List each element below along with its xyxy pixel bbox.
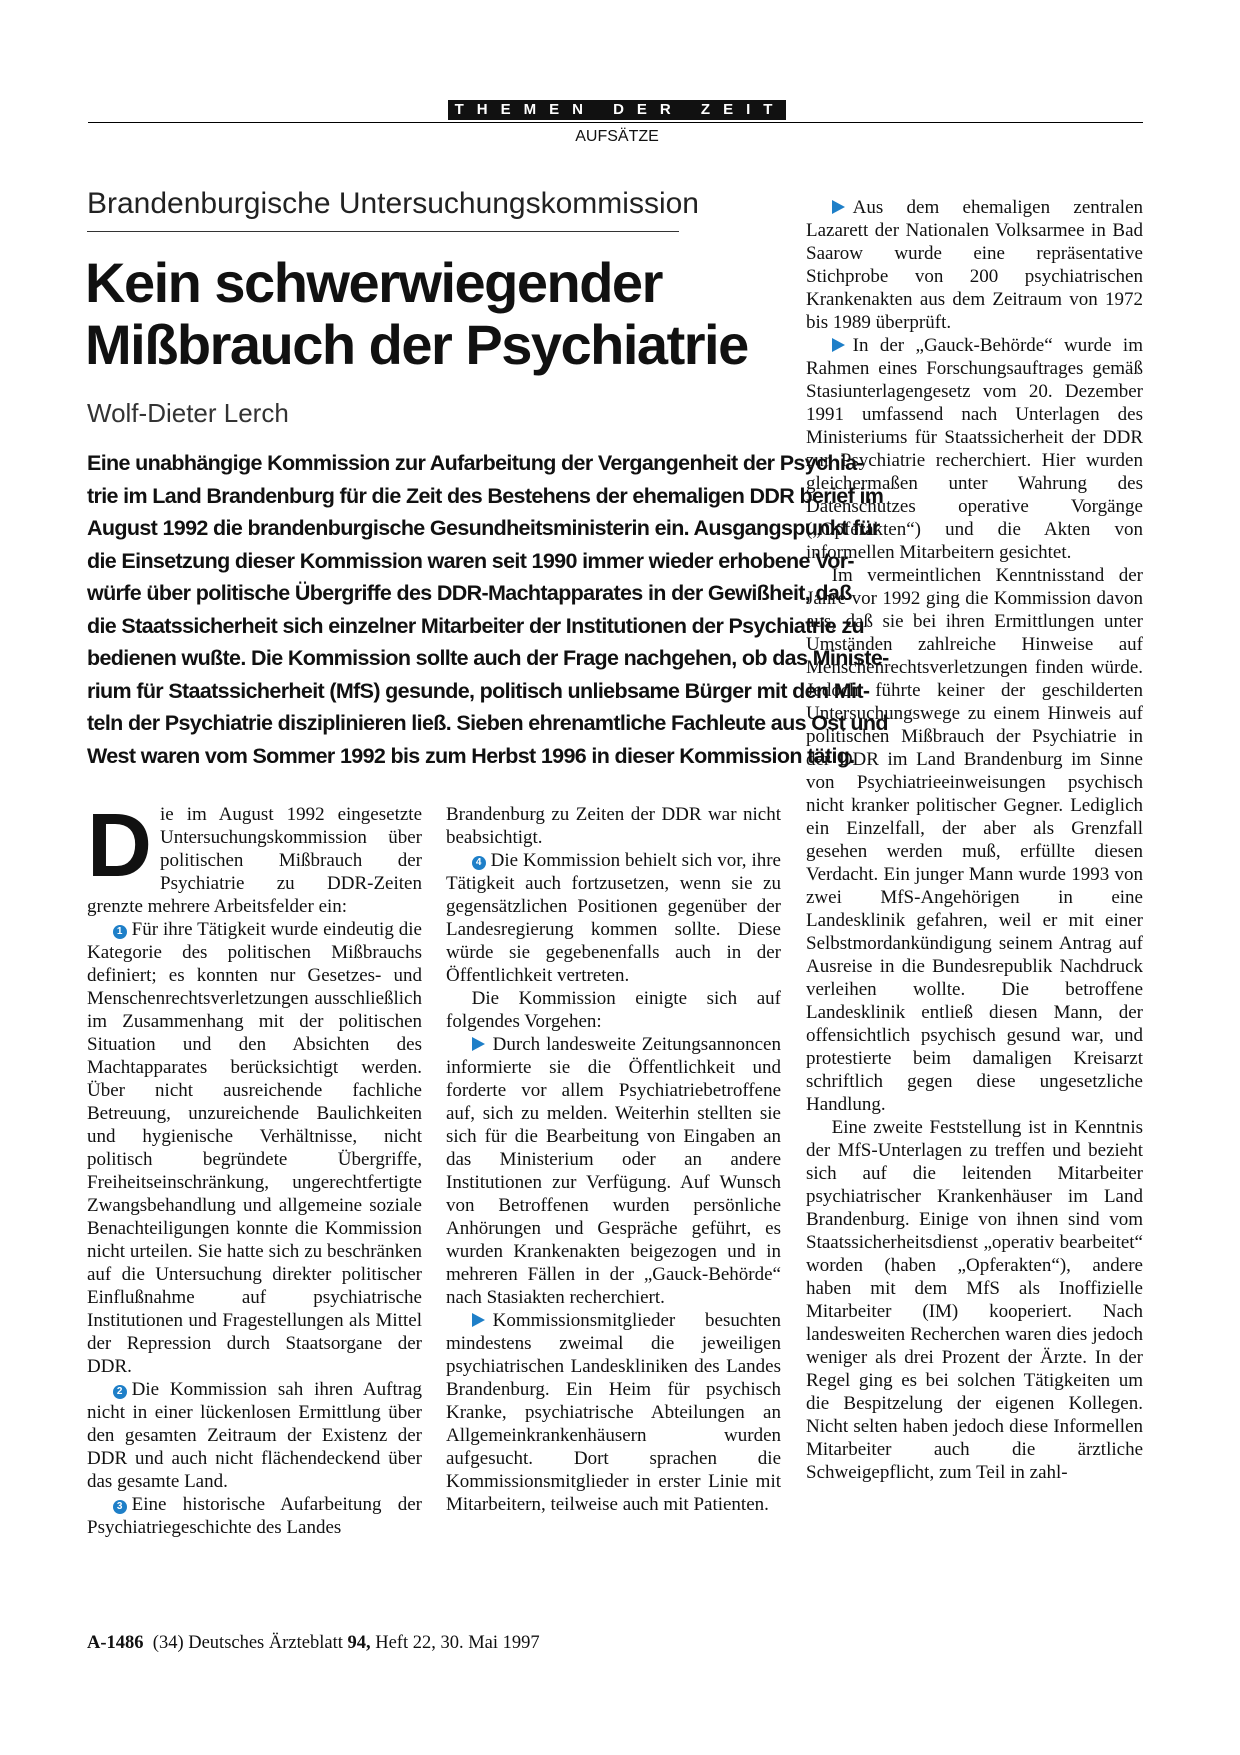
paragraph	[87, 918, 422, 1378]
paragraph: Brandenburg zu Zeiten der DDR war nicht beabsichtigt.	[446, 804, 781, 848]
lead-line: Eine unabhängige Kommission zur Aufarbeitung der Vergangenheit der Psychia-	[87, 451, 863, 475]
paragraph	[806, 334, 1143, 564]
paragraph-text: Die Kommission sah ihren Auftrag nicht in einer lückenlosen Ermittlung über den gesamten Zeitraum der Existenz der DDR und auch nicht flächendeckend über das gesamte Land.	[87, 1379, 422, 1492]
paragraph-text: Für ihre Tätigkeit wurde eindeutig die Kategorie des politischen Mißbrauchs definiert; es konnten nur Gesetzes- und Menschenrechtsverletzungen ausschließlich im Zusammenhang mit der politischen Situation und den Absichten des Machtapparates berücksichtigt werden. Über nicht ausreichende fachliche Betreuung, unzureichende Baulichkeiten und hygienische Verhältnisse, nicht politisch begründete Übergriffe, Freiheitseinschränkung, ungerechtfertigte Zwangsbehandlung und allgemeine soziale Benachteiligungen konnte die Kommission nicht urteilen. Sie hatte sich zu beschränken auf die Untersuchung direkter politischer Einflußnahme auf psychiatrische Institutionen und Fragestellungen als Mittel der Repression durch Staatsorgane der DDR.	[87, 919, 422, 1377]
lead-line: würfe über politische Übergriffe des DDR-Machtapparates in der Gewißheit, daß	[87, 581, 852, 605]
triangle-bullet-icon	[472, 1313, 485, 1327]
lead-line: rium für Staatssicherheit (MfS) gesunde, politisch unliebsame Bürger mit den Mit-	[87, 678, 870, 703]
number-2-icon: 2	[113, 1385, 127, 1399]
paragraph	[446, 1309, 781, 1516]
paragraph: Im vermeintlichen Kenntnisstand der Jahre vor 1992 ging die Kommission davon aus, daß sie bei ihren Ermittlungen unter Umständen zahlreiche Hinweise auf Menschenrechtsverletzungen finden würde. Jedoch führte keiner der geschilderten Untersuchungswege zu einem Hinweis auf politischen Mißbrauch der Psychiatrie in der DDR im Land Brandenburg im Sinne von Psychiatrieeinweisungen psychisch nicht kranker politischer Gegner. Lediglich ein Einzelfall, der aber als Grenzfall gesehen werden muß, erfüllte diesen Verdacht. Ein junger Mann wurde 1993 von zwei MfS-Angehörigen in eine Landesklinik gefahren, weil er mit einer Selbstmordankündigung seinem Antrag auf Ausreise in die Bundesrepublik Nachdruck verleihen wollte. Die betroffene Landesklinik entließ diesen Mann, der offensichtlich psychisch gesund war, und protestierte beim damaligen Kreisarzt schriftlich gegen diese ungesetzliche Handlung.	[806, 565, 1143, 1115]
paragraph-text: ie im August 1992 eingesetzte Untersuchungskommission über politischen Mißbrauch der Psychiatrie zu DDR-Zeiten grenzte mehrere Arbeitsfelder ein:	[87, 804, 422, 917]
lead-line: die Einsetzung dieser Kommission waren seit 1990 immer wieder erhobene Vor-	[87, 548, 854, 573]
paragraph: Die Kommission einigte sich auf folgendes Vorgehen:	[446, 988, 781, 1032]
paragraph-text: Aus dem ehemaligen zentralen Lazarett der Nationalen Volksarmee in Bad Saarow wurde eine repräsentative Stichprobe von 200 psychiatrischen Krankenakten aus dem Zeitraum von 1972 bis 1989 überprüft.	[806, 197, 1143, 333]
paragraph-text: Die Kommission behielt sich vor, ihre Tätigkeit auch fortzusetzen, wenn sie zu gegensätzlichen Positionen gegenüber der Landesregierung kommen sollte. Diese würde sie gegebenenfalls auch in der Öffentlichkeit vertreten.	[446, 850, 781, 986]
triangle-bullet-icon	[472, 1037, 485, 1051]
paragraph	[87, 1493, 422, 1539]
paragraph: Eine zweite Feststellung ist in Kenntnis der MfS-Unterlagen zu treffen und bezieht sich auf die leitenden Mitarbeiter psychiatrischer Krankenhäuser im Land Brandenburg. Einige von ihnen sind vom Staatssicherheitsdienst „operativ bearbeitet“ worden (haben „Opferakten“), andere haben mit dem MfS als Inoffizielle Mitarbeiter (IM) kooperiert. Nach landesweiten Recherchen waren dies jedoch weniger als drei Prozent der Ärzte. In der Regel ging es bei solchen Tätigkeiten um die Bespitzelung der eigenen Kollegen. Nicht selten haben jedoch diese Informellen Mitarbeiter auch die ärztliche Schweigepflicht, zum Teil in zahl-	[806, 1117, 1143, 1483]
paragraph-text: Durch landesweite Zeitungsannoncen informierte sie die Öffentlichkeit und forderte vor allem Psychiatriebetroffene auf, sich zu melden. Weiterhin stellten sie sich für die Bearbeitung von Eingaben an das Ministerium oder an andere Institutionen zur Verfügung. Auf Wunsch von Betroffenen wurden persönliche Anhörungen und Gespräche geführt, es wurden Krankenakten beigezogen und in mehreren Fällen in der „Gauck-Behörde“ nach Stasiakten recherchiert.	[446, 1034, 781, 1308]
lead-line: West waren vom Sommer 1992 bis zum Herbst 1996 in dieser Kommission tätig.	[87, 743, 855, 768]
number-3-icon: 3	[113, 1500, 127, 1514]
number-4-icon: 4	[472, 856, 486, 870]
lead-line: bedienen wußte. Die Kommission sollte auch der Frage nachgehen, ob das Ministe-	[87, 646, 889, 670]
subsection-label: AUFSÄTZE	[575, 128, 659, 145]
lead-line: die Staatssicherheit sich einzelner Mitarbeiter der Institutionen der Psychiatrie zu	[87, 613, 864, 638]
issue-info: Heft 22, 30. Mai 1997	[375, 1633, 540, 1653]
lead-paragraph	[87, 447, 889, 772]
drop-cap: D	[87, 796, 152, 896]
kicker-rule	[87, 231, 679, 232]
triangle-bullet-icon	[832, 200, 845, 214]
author: Wolf-Dieter Lerch	[87, 398, 289, 428]
triangle-bullet-icon	[832, 338, 845, 352]
lead-line: August 1992 die brandenburgische Gesundheitsministerin ein. Ausgangspunkt für	[87, 516, 880, 540]
body-column-2	[446, 803, 781, 1516]
paragraph-text: Kommissionsmitglieder besuchten mindestens zweimal die jeweiligen psychiatrischen Landeskliniken des Landes Brandenburg. Ein Heim für psychisch Kranke, psychiatrische Abteilungen an Allgemeinkrankenhäusern wurden aufgesucht. Dort sprachen die Kommissionsmitglieder in erster Linie mit Mitarbeitern, teilweise auch mit Patienten.	[446, 1310, 781, 1515]
body-column-3	[806, 196, 1143, 1484]
lead-line: trie im Land Brandenburg für die Zeit des Bestehens der ehemaligen DDR berief im	[87, 483, 884, 508]
kicker: Brandenburgische Untersuchungskommission	[87, 187, 699, 220]
lead-line: teln der Psychiatrie disziplinieren ließ. Sieben ehrenamtliche Fachleute aus Ost und	[87, 711, 888, 735]
number-1-icon: 1	[113, 925, 127, 939]
header-rule	[88, 122, 1143, 123]
headline	[85, 252, 785, 376]
paragraph	[806, 196, 1143, 334]
paragraph	[87, 796, 422, 918]
journal-name: (34) Deutsches Ärzteblatt	[152, 1633, 343, 1653]
headline-line: Mißbrauch der Psychiatrie	[85, 313, 748, 376]
page-footer	[87, 1633, 540, 1654]
body-column-1	[87, 796, 422, 1539]
volume-number: 94,	[347, 1633, 371, 1653]
page-number: A-1486	[87, 1633, 144, 1653]
headline-line: Kein schwerwiegender	[85, 251, 662, 314]
section-label: THEMEN DER ZEIT	[448, 100, 786, 120]
paragraph-text: Eine historische Aufarbeitung der Psychiatriegeschichte des Landes	[87, 1494, 422, 1538]
paragraph	[446, 849, 781, 987]
paragraph	[87, 1378, 422, 1493]
paragraph	[446, 1033, 781, 1309]
paragraph-text: In der „Gauck-Behörde“ wurde im Rahmen eines Forschungsauftrages gemäß Stasiunterlagengesetz vom 20. Dezember 1991 umfassend nach Unterlagen des Ministeriums für Staatssicherheit der DDR zur Psychiatrie recherchiert. Hier wurden gleichermaßen unter Wahrung des Datenschutzes operative Vorgänge („Opferakten“) und die Akten von informellen Mitarbeitern gesichtet.	[806, 335, 1143, 563]
